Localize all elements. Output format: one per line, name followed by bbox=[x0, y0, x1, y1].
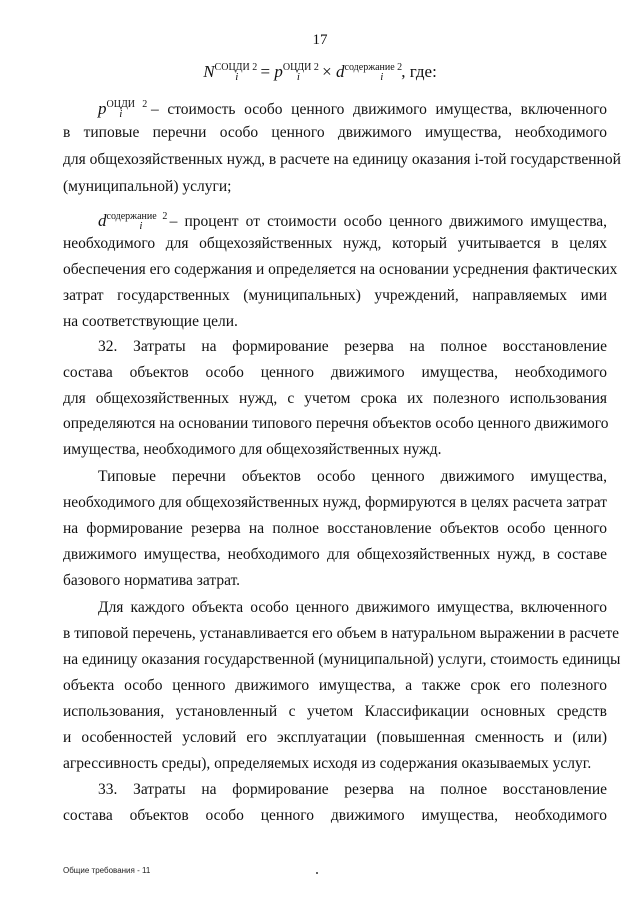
text-line: Для каждого объекта особо ценного движимого имущества, включенного bbox=[98, 599, 607, 616]
def-d-first-line bbox=[98, 205, 608, 232]
def-p-first-text: – стоимость особо ценного движимого имущества, включенного bbox=[150, 101, 607, 118]
formula-p-sub: i bbox=[296, 71, 300, 83]
text-line: в типовой перечень, устанавливается его объем в натуральном выражении в расчете bbox=[63, 625, 619, 642]
text-line: состава объектов особо ценного движимого имущества, необходимого bbox=[63, 364, 607, 381]
text-line: имущества, необходимого для общехозяйственных нужд. bbox=[63, 441, 442, 458]
scan-speck bbox=[316, 872, 318, 874]
text-line: движимого имущества, необходимого для общехозяйственных нужд, в составе bbox=[63, 546, 607, 563]
formula-p-symbol: p bbox=[274, 62, 283, 81]
text-line: и особенностей условий его эксплуатации (повышенная сменность и (или) bbox=[63, 729, 607, 746]
formula-eq: = bbox=[260, 62, 271, 81]
def-p-first-line bbox=[98, 93, 607, 120]
def-d-first-text: – процент от стоимости особо ценного движимого имущества, bbox=[169, 213, 608, 230]
text-line: на соответствующие цели. bbox=[63, 313, 238, 330]
text-line: затрат государственных (муниципальных) учреждений, направляемых ими bbox=[63, 287, 607, 304]
text-line: Типовые перечни объектов особо ценного движимого имущества, bbox=[98, 468, 607, 485]
text-line: для общехозяйственных нужд, с учетом срока их полезного использования bbox=[63, 390, 607, 407]
formula-d-symbol: d bbox=[336, 62, 345, 81]
text-line: в типовые перечни особо ценного движимого имущества, необходимого bbox=[63, 124, 607, 141]
formula-tail: , где: bbox=[401, 62, 437, 81]
def-d-symbol: $d^{содержание 2}_i$ bbox=[98, 211, 168, 232]
text-line: определяются на основании типового перечня объектов особо ценного движимого bbox=[63, 415, 609, 432]
formula-lhs-sub: i bbox=[235, 71, 239, 83]
text-line: 33. Затраты на формирование резерва на полное восстановление bbox=[98, 781, 607, 798]
formula-lhs-symbol: N bbox=[203, 62, 215, 81]
formula-lhs-sup: СОЦДИ 2 bbox=[214, 62, 258, 73]
formula-times: × bbox=[322, 62, 332, 81]
text-line: объекта особо ценного движимого имущества, а также срок его полезного bbox=[63, 677, 607, 694]
text-line: обеспечения его содержания и определяется на основании усреднения фактических bbox=[63, 261, 618, 278]
text-line: (муниципальной) услуги; bbox=[63, 178, 232, 195]
text-line: на формирование резерва на полное восстановление объектов особо ценного bbox=[63, 520, 607, 537]
formula-d-sup: содержание 2 bbox=[344, 62, 403, 73]
formula-d-sub: i bbox=[380, 71, 384, 83]
text-line: необходимого для общехозяйственных нужд, который учитывается в целях bbox=[63, 235, 607, 252]
formula-p-sup: ОЦДИ 2 bbox=[282, 62, 319, 73]
text-line: необходимого для общехозяйственных нужд, формируются в целях расчета затрат bbox=[63, 494, 607, 511]
text-line: использования, установленный с учетом Классификации основных средств bbox=[63, 703, 607, 720]
page-number: 17 bbox=[312, 32, 328, 48]
page-footer: Общие требования - 11 bbox=[63, 866, 151, 875]
text-line: базового норматива затрат. bbox=[63, 572, 241, 589]
text-line: на единицу оказания государственной (муниципальной) услуги, стоимость единицы bbox=[63, 651, 621, 668]
text-line: для общехозяйственных нужд, в расчете на единицу оказания i-той государственной bbox=[63, 151, 621, 168]
text-line: 32. Затраты на формирование резерва на полное восстановление bbox=[98, 338, 607, 355]
text-line: агрессивность среды), определяемых исходя из содержания оказываемых услуг. bbox=[63, 755, 592, 772]
text-line: состава объектов особо ценного движимого имущества, необходимого bbox=[63, 807, 607, 824]
def-p-symbol: $p^{ОЦДИ 2}_i$ bbox=[98, 99, 148, 120]
formula bbox=[0, 62, 640, 83]
